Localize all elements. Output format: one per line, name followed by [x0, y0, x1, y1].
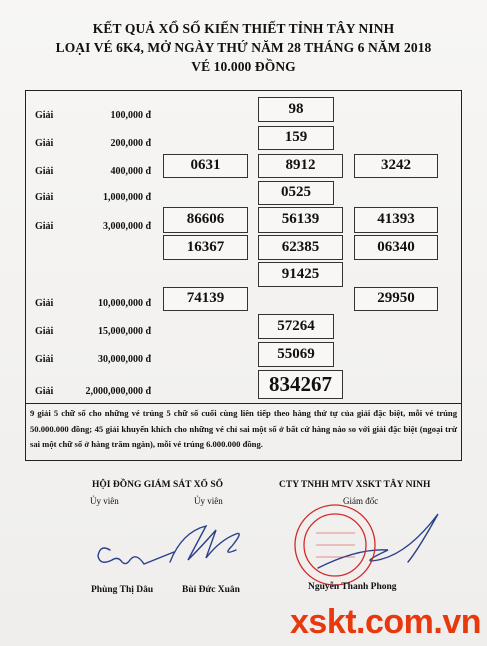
prize-label: Giải — [35, 326, 54, 337]
prize-number: 57264 — [258, 314, 334, 339]
supervisory-council-title: HỘI ĐỒNG GIÁM SÁT XỔ SỐ — [92, 480, 223, 490]
member1-signature — [98, 548, 174, 564]
prize-amount: 3,000,000 đ — [102, 221, 151, 232]
member2-name: Bùi Đức Xuân — [182, 585, 240, 595]
prize-label: Giải — [35, 354, 54, 365]
prize-label: Giải — [35, 221, 54, 232]
prize-label: Giải — [35, 138, 54, 149]
prize-label: Giải — [35, 166, 54, 177]
header-ticket-type-date: LOẠI VÉ 6K4, MỞ NGÀY THỨ NĂM 28 THÁNG 6 NĂM 2018 — [55, 40, 432, 55]
prize-number: 8912 — [258, 154, 343, 178]
prize-amount: 10,000,000 đ — [97, 298, 151, 309]
site-logo: xskt.com.vn — [290, 603, 482, 641]
prize-number: 06340 — [354, 235, 438, 260]
prize-number: 62385 — [258, 235, 343, 260]
member1-role: Ủy viên — [90, 496, 119, 506]
prize-label: Giải — [35, 386, 54, 397]
director-signature — [318, 514, 438, 568]
prize-number: 86606 — [163, 207, 248, 233]
special-prize-number: 834267 — [258, 370, 343, 399]
prize-number: 98 — [258, 97, 334, 122]
director-name: Nguyễn Thanh Phong — [308, 582, 397, 592]
member2-role: Ủy viên — [194, 496, 223, 506]
prize-number: 91425 — [258, 262, 343, 287]
header-ticket-price: VÉ 10.000 ĐỒNG — [191, 59, 296, 74]
prize-note: 9 giải 5 chữ số cho những vé trúng 5 chữ số cuối cùng liên tiếp theo hàng thứ tự của giải đặc biệt, mỗi vé trúng 50.000.000 đồng; 45 giải khuyến khích cho những vé chỉ sai một số ở bất cứ hàng nào so với giải đặc biệt (ngoại trừ sai một chữ số ở hàng trăm ngàn), mỗi vé trúng 6.000.000 đồng. — [25, 404, 462, 461]
company-title: CTY TNHH MTV XSKT TÂY NINH — [279, 480, 431, 490]
prize-number: 16367 — [163, 235, 248, 260]
prize-amount: 30,000,000 đ — [97, 354, 151, 365]
header-title: KẾT QUẢ XỔ SỐ KIẾN THIẾT TỈNH TÂY NINH — [92, 21, 395, 36]
prize-number: 55069 — [258, 342, 334, 367]
company-stamp — [295, 505, 375, 585]
prize-number: 3242 — [354, 154, 438, 178]
prize-amount: 2,000,000,000 đ — [85, 386, 151, 397]
prize-number: 0525 — [258, 181, 334, 205]
prize-number: 29950 — [354, 287, 438, 311]
prize-label: Giải — [35, 298, 54, 309]
signature-image — [0, 500, 487, 590]
member1-name: Phùng Thị Dâu — [91, 585, 154, 595]
member2-signature — [170, 526, 239, 562]
prize-amount: 200,000 đ — [110, 138, 151, 149]
prize-amount: 400,000 đ — [110, 166, 151, 177]
prize-number: 159 — [258, 126, 334, 150]
prize-label: Giải — [35, 110, 54, 121]
director-role: Giám đốc — [343, 496, 379, 506]
prize-amount: 100,000 đ — [110, 110, 151, 121]
prize-number: 41393 — [354, 207, 438, 233]
prize-number: 0631 — [163, 154, 248, 178]
prize-label: Giải — [35, 192, 54, 203]
prize-amount: 1,000,000 đ — [102, 192, 151, 203]
prize-number: 56139 — [258, 207, 343, 233]
prize-amount: 15,000,000 đ — [97, 326, 151, 337]
prize-number: 74139 — [163, 287, 248, 311]
